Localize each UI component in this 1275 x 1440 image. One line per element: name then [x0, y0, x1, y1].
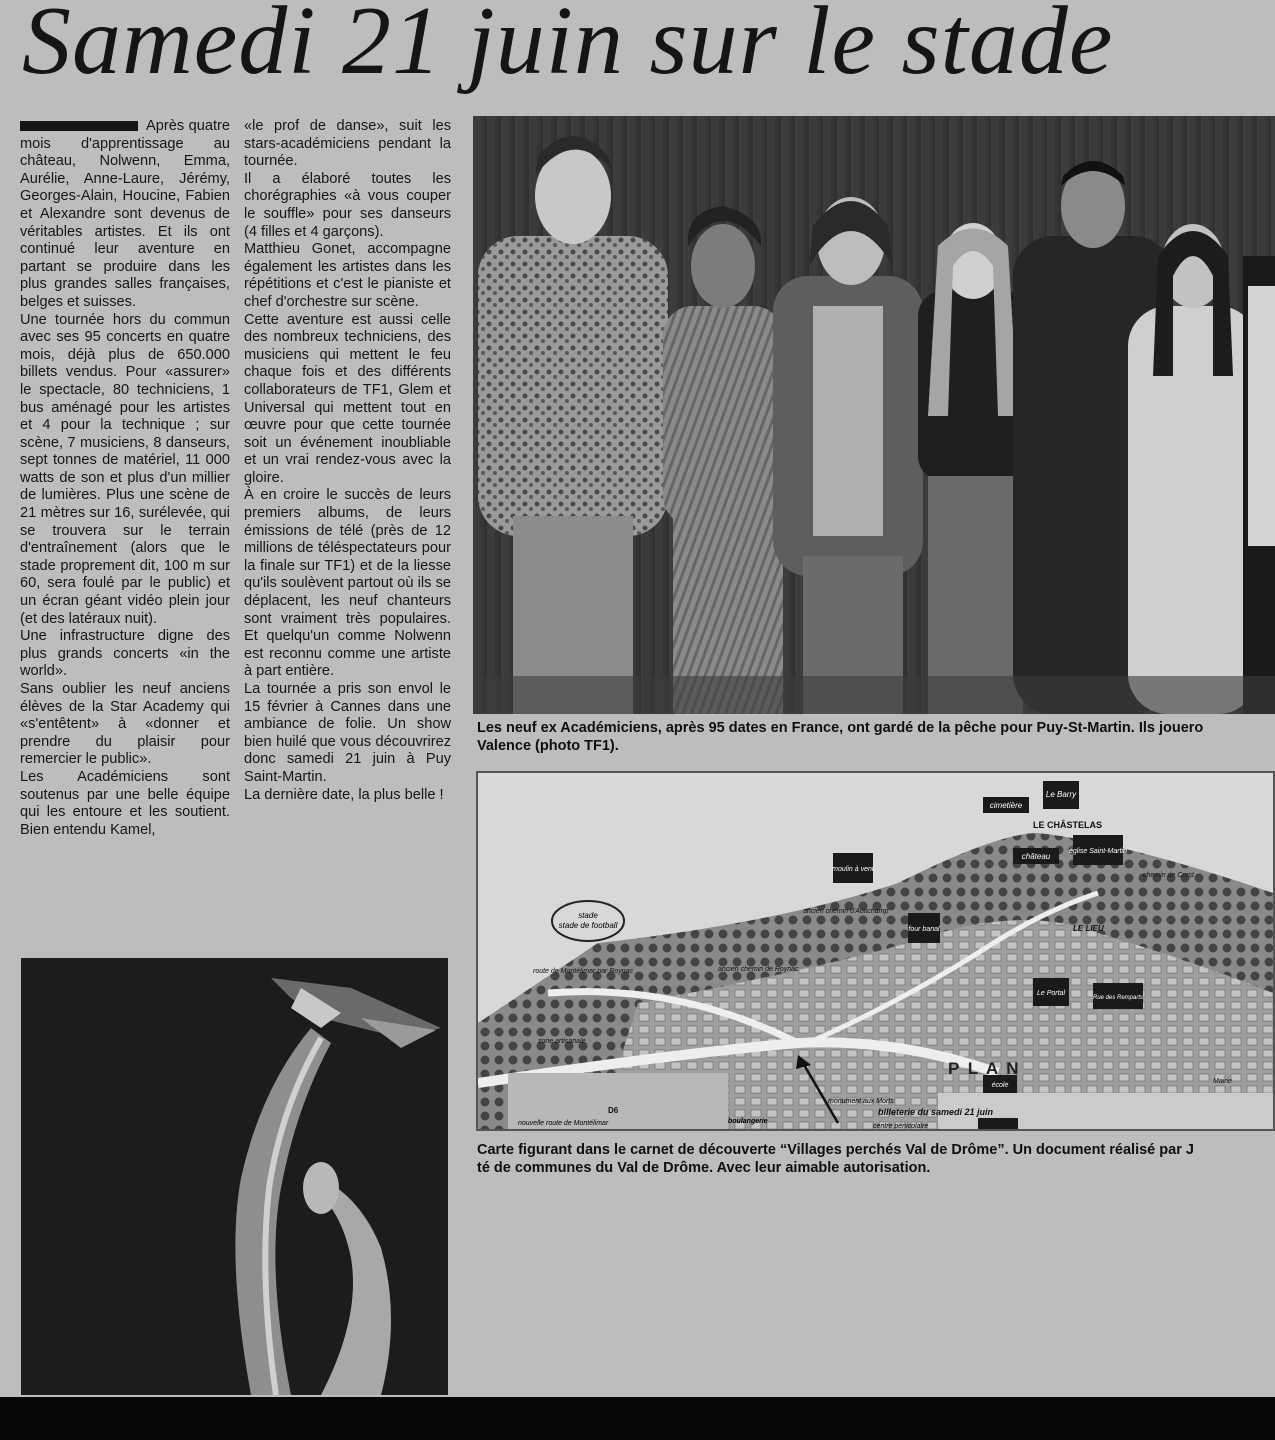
article-paragraph: Il a élaboré toutes les chorégraphies «à vous couper le souffle» pour ses danseurs (4 filles et 4 garçons).: [244, 170, 451, 240]
map-label-route-montelimar: route de Montélimar par Roynac: [533, 968, 633, 975]
map-plan-label: P L A N: [948, 1059, 1021, 1078]
article-paragraph: Les Académiciens sont soutenus par une belle équipe qui les entoure et les soutient. Bien entendu Kamel,: [20, 768, 230, 838]
photo-caption-line: Valence (photo TF1).: [477, 738, 619, 754]
map-label-ecole: école: [991, 1082, 1009, 1089]
village-map-image: [478, 773, 1273, 1129]
article-paragraph: La dernière date, la plus belle !: [244, 786, 444, 803]
map-label-boulangerie: boulangerie: [728, 1118, 768, 1125]
photo-caption-line: Les neuf ex Académiciens, après 95 dates en France, ont gardé de la pêche pour Puy-St-Martin. Ils jouero: [477, 720, 1204, 736]
article-paragraph: Matthieu Gonet, accompagne également les artistes dans les répétitions et c'est le pianiste et chef d'orchestre sur scène.: [244, 241, 451, 310]
map-label-moulin: moulin à vent: [832, 866, 874, 873]
map-label-chemin-crest: chemin de Crest: [1143, 872, 1194, 879]
map-billetterie-label: billeterie du samedi 21 juin: [878, 1107, 994, 1117]
map-caption-line: té de communes du Val de Drôme. Avec leur aimable autorisation.: [477, 1160, 931, 1176]
map-label-ancien-roynac: ancien chemin de Roynac: [718, 966, 799, 973]
group-photo: [473, 116, 1275, 714]
scan-bottom-edge: [0, 1397, 1275, 1440]
lead-rule: [20, 121, 138, 131]
headline: Samedi 21 juin sur le stade: [22, 0, 1114, 95]
map-label-portal: Le Portal: [1036, 990, 1066, 997]
group-photo-image: [473, 116, 1275, 714]
map-label-chastelas: LE CHÂSTELAS: [1033, 820, 1103, 830]
map-label-centre: centre pénicolaire: [873, 1123, 929, 1129]
paragraph-text: Après quatre mois d'apprentissage au château, Nolwenn, Emma, Aurélie, Anne-Laure, Jérémy, Georges-Alain, Houcine, Fabien et Alexandre sont devenus de véritables artistes. Et ils ont continué leur aventure en partant se produire dans les plus grandes salles françaises, belges et suisses.: [20, 118, 230, 310]
map-label-eglise: église Saint-Martin: [1069, 848, 1127, 855]
article-paragraph: Sans oublier les neuf anciens élèves de la Star Academy qui «s'entêtent» à «donner et prendre du plaisir pour remercier le public».: [20, 681, 230, 768]
photo-caption: [477, 719, 1275, 757]
article-paragraph: [20, 118, 230, 312]
map-label-nouvelle-route: nouvelle route de Montélimar: [518, 1120, 609, 1127]
map-label-four: four banal: [908, 926, 940, 933]
article-paragraph: La tournée a pris son envol le 15 février à Cannes dans une ambiance de folie. Un show bien huilé que vous découvrirez donc samedi 21 juin à Puy Saint-Martin.: [244, 681, 451, 785]
article-column-2: [244, 118, 451, 958]
article-paragraph: Une tournée hors du commun avec ses 95 concerts en quatre mois, déjà plus de 650.000 billets vendus. Pour «assurer» le spectacle, 80 techniciens, 1 bus aménagé pour les artistes et 4 pour la technique ; sur scène, 7 musiciens, 8 danseurs, sept tonnes de matériel, 11 000 watts de son et plus d'un millier de lumières. Plus une scène de 21 mètres sur 16, surélevée, qui se trouvera sur le terrain d'entraînement (alors que le stade proprement dit, 100 m sur 60, sera foulé par le public) et un écran géant vidéo plein jour (et des latéraux nuit).: [20, 311, 230, 627]
trophy-icon: [21, 958, 448, 1395]
article-column-1: [20, 118, 230, 958]
map-label-stade: stade de football: [558, 921, 618, 930]
village-map: [476, 771, 1275, 1131]
article-paragraph: Cette aventure est aussi celle des nombreux techniciens, des musiciens qui mettent le feu chaque fois et des différents collaborateurs de TF1, Glem et Universal qui mettent tout en œuvre pour que cette tournée soit un événement inoubliable et un vrai rendez-vous avec la gloire.: [244, 311, 451, 486]
map-label-ancien-autichamp: ancien chemin d'Autichamp: [803, 908, 889, 915]
article-paragraph: Une infrastructure digne des plus grands concerts «in the world».: [20, 628, 230, 680]
map-label-zone: zone artisanale: [538, 1038, 586, 1045]
map-label-barry: Le Barry: [1045, 790, 1077, 799]
map-caption: [477, 1141, 1275, 1179]
map-label-d6: D6: [608, 1106, 619, 1115]
map-label-chateau: château: [1021, 852, 1051, 861]
map-caption-line: Carte figurant dans le carnet de découverte “Villages perchés Val de Drôme”. Un document réalisé par J: [477, 1142, 1194, 1158]
star-academy-trophy-image: [21, 958, 448, 1395]
map-label-monument: monument aux Morts: [828, 1098, 894, 1105]
map-label: stade: [578, 911, 598, 920]
article-paragraph: «le prof de danse», suit les stars-académiciens pendant la tournée.: [244, 118, 451, 170]
map-label-lelieu: LE LIEU: [1073, 924, 1104, 933]
map-label-mairie: Mairie: [1213, 1078, 1233, 1085]
map-label-remparts: Rue des Remparts: [1092, 995, 1144, 1001]
article-paragraph: À en croire le succès de leurs premiers albums, de leurs émissions de télé (près de 12 millions de téléspectateurs pour la finale sur TF1) et de la liesse qu'ils soulèvent partout où ils se déplacent, les neuf chanteurs sont vraiment très populaires. Et quelqu'un comme Nolwenn est reconnu comme une artiste à part entière.: [244, 487, 451, 680]
map-label-cimetiere: cimetière: [989, 801, 1023, 810]
